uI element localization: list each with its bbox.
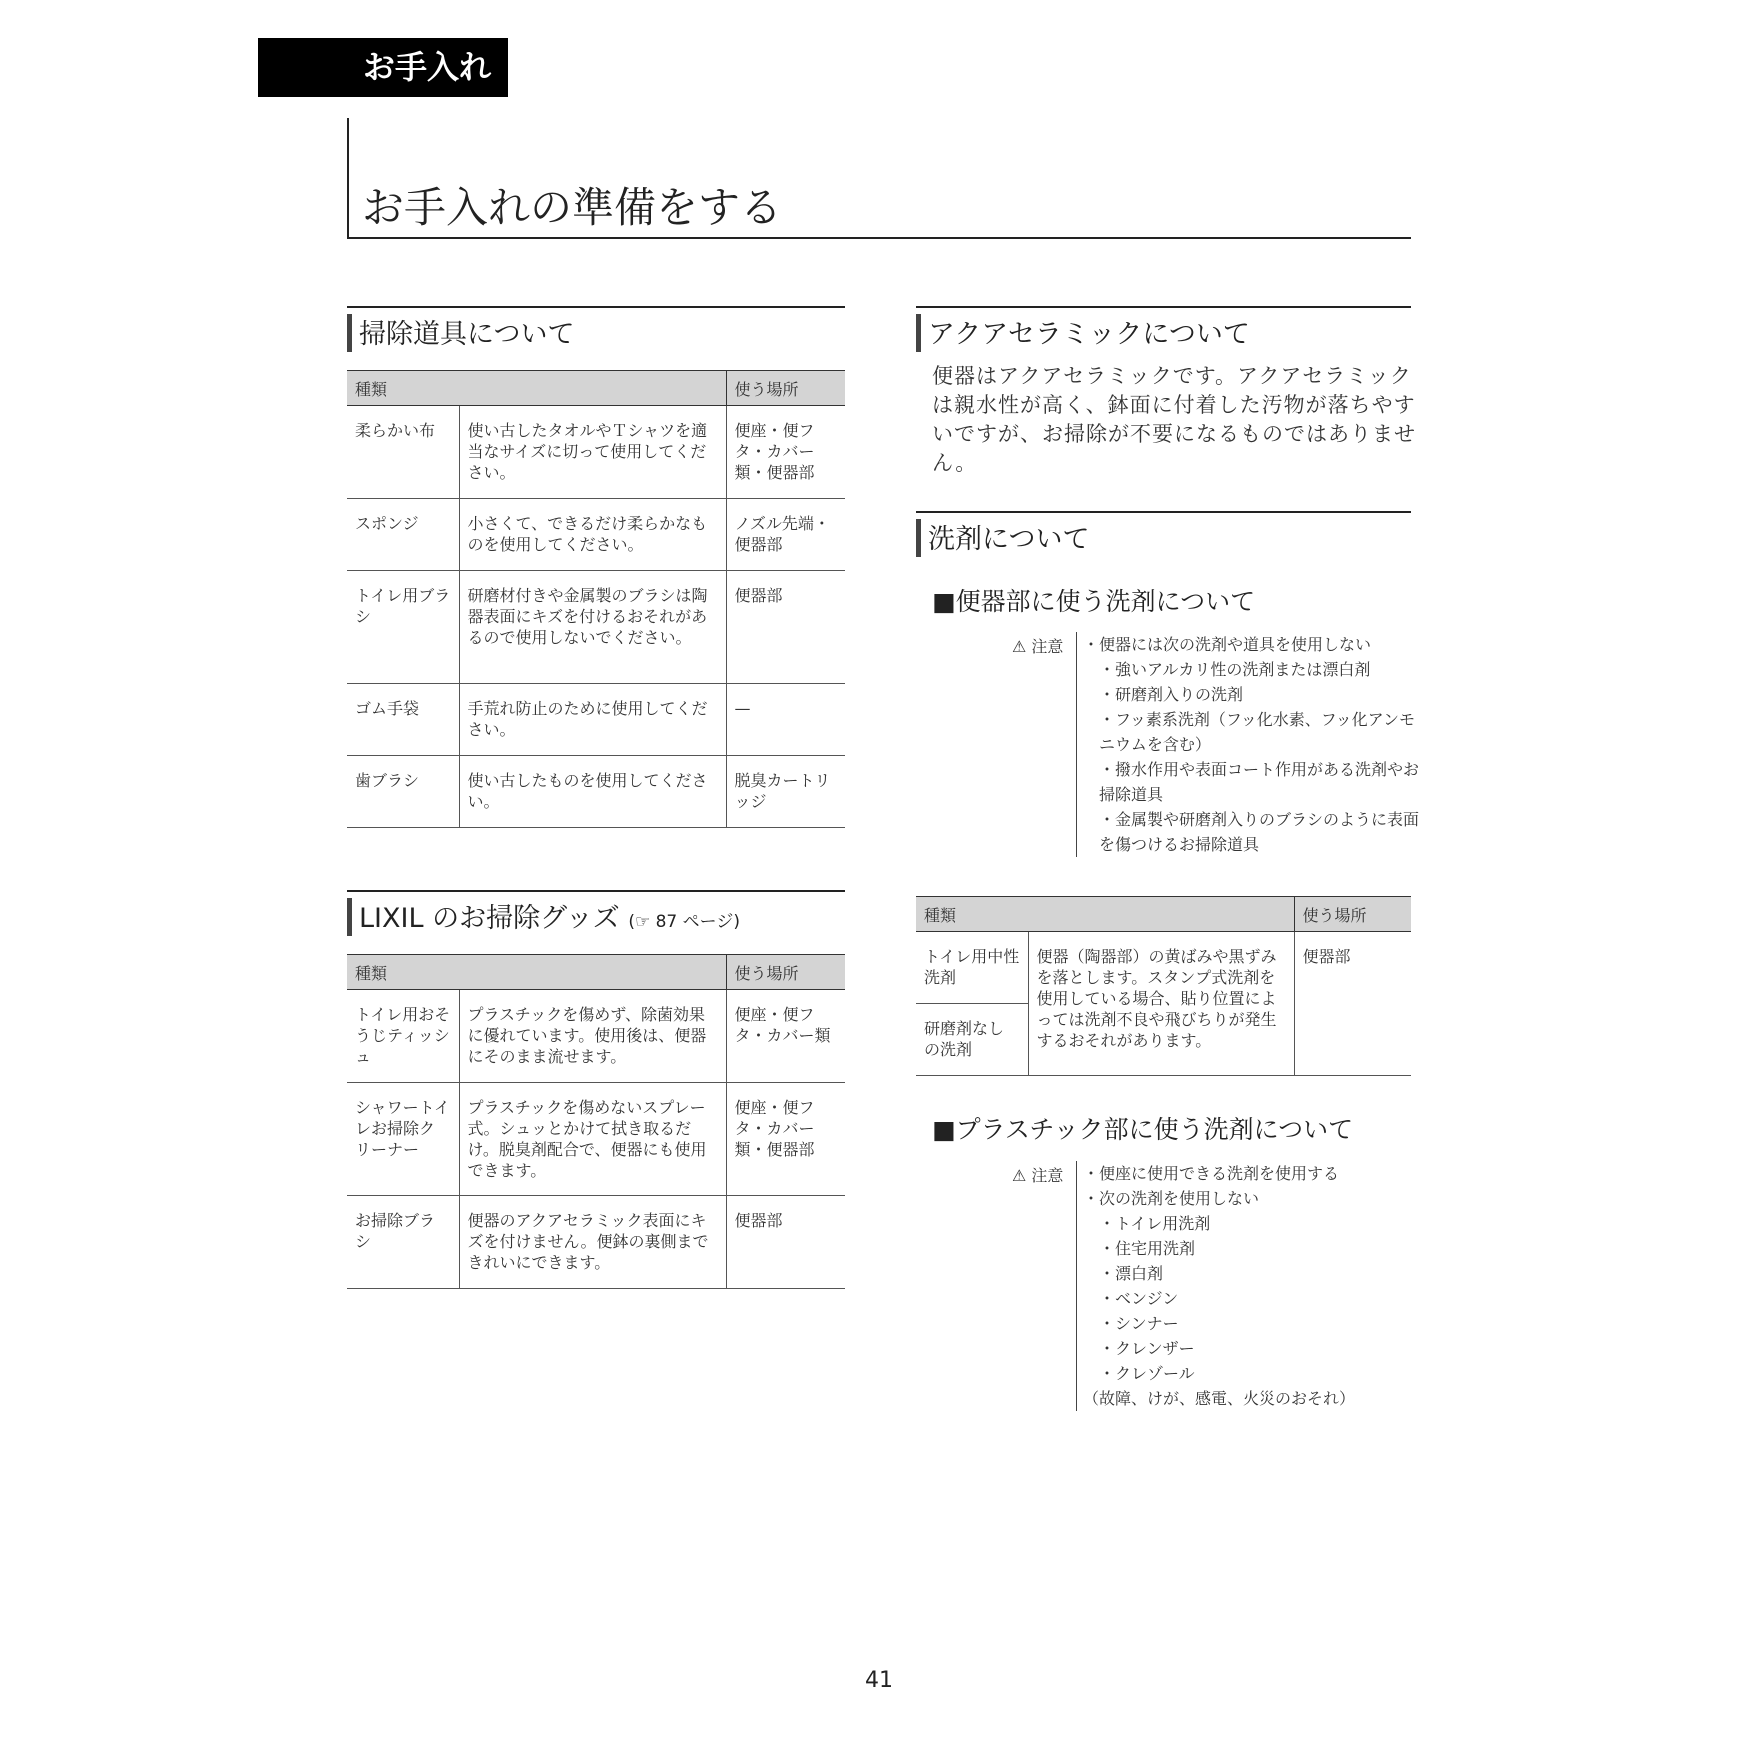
- plastic-caution-box: [1076, 1161, 1428, 1411]
- cell-place: ノズル先端・便器部: [726, 499, 845, 571]
- cell-desc: プラスチックを傷めないスプレー式。シュッとかけて拭き取るだけ。脱臭剤配合で、便器にも使用できます。: [459, 1083, 726, 1196]
- lixil-goods-heading: [347, 890, 845, 942]
- cell-type: トイレ用ブラシ: [347, 571, 459, 684]
- table-header-row: [916, 897, 1411, 932]
- col-type-header: 種類: [347, 371, 726, 406]
- table-row: [347, 990, 845, 1083]
- cell-type: シャワートイレお掃除クリーナー: [347, 1083, 459, 1196]
- aqua-ceramic-heading: [916, 306, 1411, 358]
- cell-place: 便器部: [726, 1196, 845, 1289]
- col-place-header: 使う場所: [1294, 897, 1411, 932]
- cell-desc: 便器（陶器部）の黄ばみや黒ずみを落とします。スタンプ式洗剤を使用している場合、貼り位置によっては洗剤不良や飛びちりが発生するおそれがあります。: [1028, 932, 1294, 1076]
- section-tag: お手入れ: [258, 38, 508, 97]
- detergent-heading-text: 洗剤について: [928, 524, 1090, 555]
- heading-accent-bar: [347, 898, 352, 936]
- table-row: [347, 1083, 845, 1196]
- caution-lead: ・便座に使用できる洗剤を使用する: [1083, 1164, 1340, 1183]
- title-underline: [347, 237, 1411, 239]
- detergent-table: [916, 896, 1411, 1076]
- heading-accent-bar: [347, 314, 352, 352]
- col-place-header: 使う場所: [726, 955, 845, 990]
- cell-type: トイレ用中性洗剤: [916, 932, 1028, 1004]
- table-row: [347, 406, 845, 499]
- title-accent-bar: [347, 118, 349, 239]
- cell-desc: 使い古したものを使用してください。: [459, 756, 726, 828]
- cell-type: トイレ用おそうじティッシュ: [347, 990, 459, 1083]
- cell-place: 便座・便フタ・カバー類・便器部: [726, 1083, 845, 1196]
- col-place-header: 使う場所: [726, 371, 845, 406]
- caution-lead: ・次の洗剤を使用しない: [1083, 1189, 1260, 1208]
- caution-item: ・撥水作用や表面コート作用がある洗剤やお掃除道具: [1099, 760, 1420, 804]
- caution-item: ・金属製や研磨剤入りのブラシのように表面を傷つけるお掃除道具: [1099, 810, 1420, 854]
- col-type-header: 種類: [916, 897, 1294, 932]
- heading-accent-bar: [916, 519, 921, 557]
- cell-place: 便器部: [1294, 932, 1411, 1076]
- lixil-goods-table: [347, 954, 845, 1289]
- cell-place: —: [726, 684, 845, 756]
- caution-item: ・トイレ用洗剤: [1099, 1214, 1211, 1233]
- aqua-ceramic-text: 便器はアクアセラミックです。アクアセラミックは親水性が高く、鉢面に付着した汚物が落ちやすいですが、お掃除が不要になるものではありません。: [932, 364, 1416, 475]
- cell-desc: 便器のアクアセラミック表面にキズを付けません。便鉢の裏側まできれいにできます。: [459, 1196, 726, 1289]
- caution-item: ・クレンザー: [1099, 1339, 1195, 1358]
- table-row: [347, 1196, 845, 1289]
- cell-type: 歯ブラシ: [347, 756, 459, 828]
- caution-lead: ・便器には次の洗剤や道具を使用しない: [1083, 635, 1372, 654]
- caution-item: ・ベンジン: [1099, 1289, 1179, 1308]
- table-row: [916, 932, 1411, 1004]
- caution-note: （故障、けが、感電、火災のおそれ）: [1083, 1389, 1356, 1408]
- page-number: 41: [865, 1668, 893, 1693]
- caution-item: ・強いアルカリ性の洗剤または漂白剤: [1099, 660, 1371, 679]
- table-row: [347, 684, 845, 756]
- cell-type: ゴム手袋: [347, 684, 459, 756]
- cleaning-tools-heading-text: 掃除道具について: [359, 319, 575, 350]
- table-row: [347, 756, 845, 828]
- plastic-detergent-subheading: ■プラスチック部に使う洗剤について: [932, 1115, 1354, 1144]
- caution-label: ⚠ 注意: [1012, 1166, 1064, 1185]
- page-reference-link[interactable]: (☞ 87 ページ): [628, 912, 740, 932]
- caution-item: ・フッ素系洗剤（フッ化水素、フッ化アンモニウムを含む）: [1099, 710, 1416, 754]
- cell-desc: 手荒れ防止のために使用してください。: [459, 684, 726, 756]
- caution-item: ・シンナー: [1099, 1314, 1179, 1333]
- caution-label: ⚠ 注意: [1012, 637, 1064, 656]
- aqua-ceramic-heading-text: アクアセラミックについて: [928, 319, 1250, 350]
- lixil-goods-title: LIXIL のお掃除グッズ: [359, 903, 620, 934]
- page-title: お手入れの準備をする: [362, 183, 783, 232]
- bowl-detergent-subheading: ■便器部に使う洗剤について: [932, 587, 1256, 616]
- col-type-header: 種類: [347, 955, 726, 990]
- cell-place: 便座・便フタ・カバー類: [726, 990, 845, 1083]
- cell-place: 便座・便フタ・カバー類・便器部: [726, 406, 845, 499]
- cell-type: スポンジ: [347, 499, 459, 571]
- table-header-row: [347, 371, 845, 406]
- caution-item: ・研磨剤入りの洗剤: [1099, 685, 1244, 704]
- table-row: [347, 499, 845, 571]
- bowl-caution-box: [1076, 632, 1428, 857]
- cleaning-tools-heading: [347, 306, 845, 358]
- cell-desc: プラスチックを傷めず、除菌効果に優れています。使用後は、便器にそのまま流せます。: [459, 990, 726, 1083]
- caution-item: ・住宅用洗剤: [1099, 1239, 1196, 1258]
- cleaning-tools-table: [347, 370, 845, 828]
- cell-desc: 研磨材付きや金属製のブラシは陶器表面にキズを付けるおそれがあるので使用しないでください。: [459, 571, 726, 684]
- table-header-row: [347, 955, 845, 990]
- caution-item: ・漂白剤: [1099, 1264, 1164, 1283]
- cell-type: お掃除ブラシ: [347, 1196, 459, 1289]
- heading-accent-bar: [916, 314, 921, 352]
- cell-place: 脱臭カートリッジ: [726, 756, 845, 828]
- cell-place: 便器部: [726, 571, 845, 684]
- cell-desc: 小さくて、できるだけ柔らかなものを使用してください。: [459, 499, 726, 571]
- table-row: [347, 571, 845, 684]
- cell-type: 研磨剤なしの洗剤: [916, 1004, 1028, 1076]
- caution-item: ・クレゾール: [1099, 1364, 1195, 1383]
- cell-type: 柔らかい布: [347, 406, 459, 499]
- cell-desc: 使い古したタオルやＴシャツを適当なサイズに切って使用してください。: [459, 406, 726, 499]
- lixil-goods-heading-text: [359, 896, 740, 935]
- detergent-heading: [916, 511, 1411, 563]
